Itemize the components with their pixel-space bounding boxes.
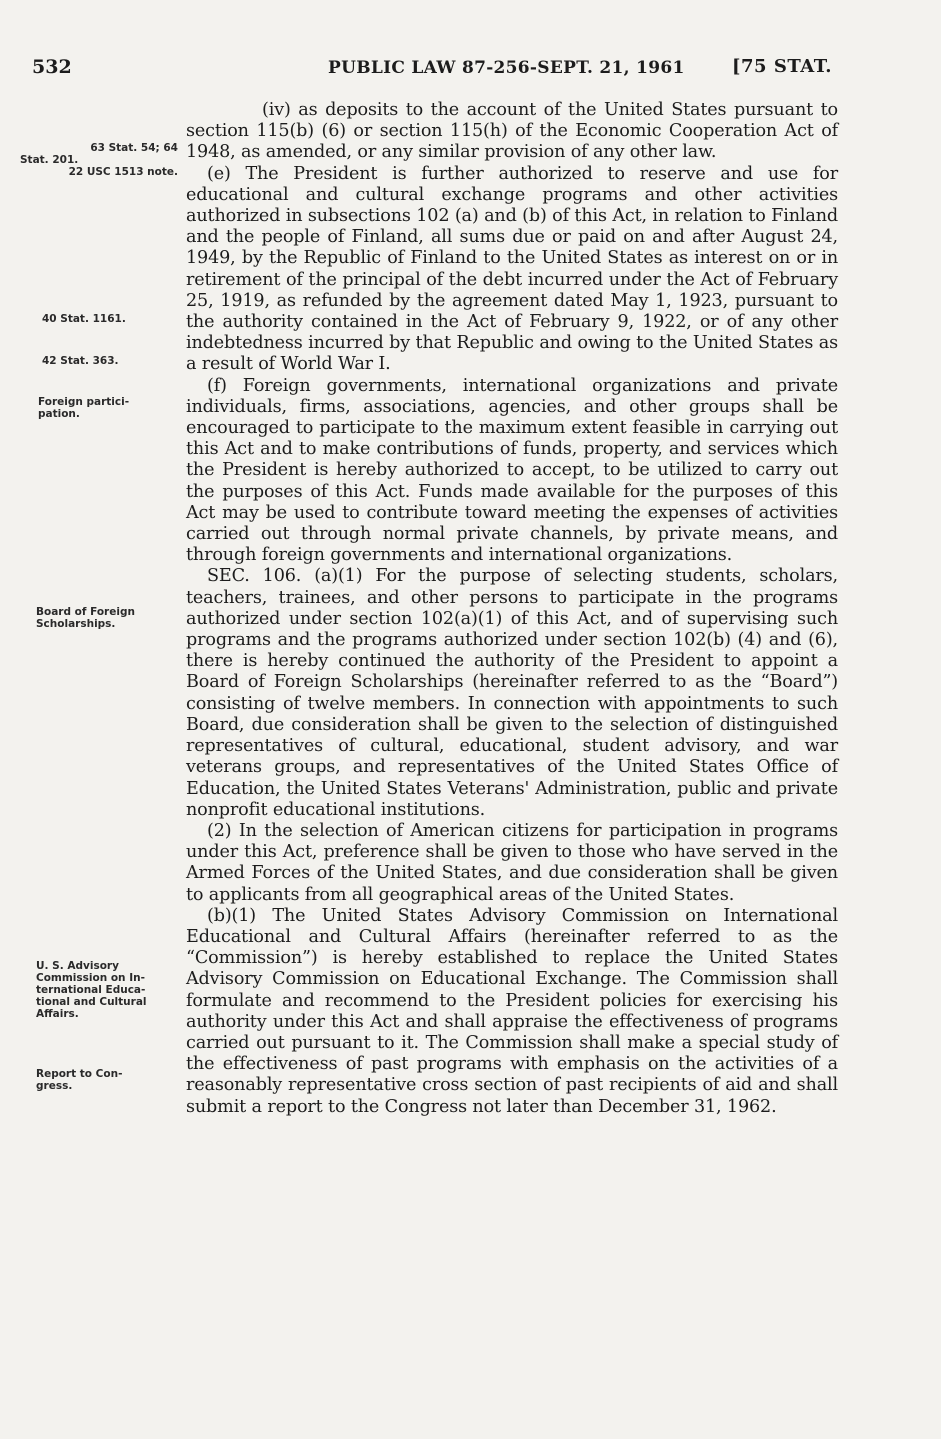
margin-note-line: Scholarships. — [36, 618, 116, 630]
paragraph-f: (f) Foreign governments, international organizations and private individuals, firms, associations, agencies, and other groups shall be encouraged to participate to the maximum extent feasible in carrying out this Act and to make contributions of funds, property, and services which the President is hereby authorized to accept, to be utilized to carry out the purposes of this Act. Funds made available for the purposes of this Act may be used to contribute toward meeting the expenses of activities carried out through normal private channels, by private means, and through foreign governments and international organizations. — [186, 375, 838, 566]
margin-note-line: 40 Stat. 1161. — [42, 313, 126, 325]
paragraph-e: (e) The President is further authorized to reserve and use for educational and cultural exchange programs and other activities authorized in subsections 102 (a) and (b) of this Act, in relation to Finland and the people of Finland, all sums due or paid on and after August 24, 1949, by the Republic of Finland to the United States as interest on or in retirement of the principal of the debt incurred under the Act of February 25, 1919, as refunded by the agreement dated May 1, 1923, pursuant to the authority contained in the Act of February 9, 1922, or of any other indebtedness incurred by that Republic and owing to the United States as a result of World War I. — [186, 163, 838, 375]
paragraph-a2: (2) In the selection of American citizens for participation in programs under this Act, preference shall be given to those who have served in the Armed Forces of the United States, and due consideration shall be given to applicants from all geographical areas of the United States. — [186, 820, 838, 905]
margin-note-line: ternational Educa- — [36, 984, 146, 996]
margin-note-board-of-foreign-scholarships — [36, 606, 198, 630]
margin-note-line: pation. — [38, 408, 80, 420]
margin-note-statute-cite — [20, 142, 178, 178]
margin-note-foreign-participation — [38, 396, 200, 420]
margin-note-line: gress. — [36, 1080, 73, 1092]
margin-note-line: Commission on In- — [36, 972, 145, 984]
margin-note-line: tional and Cultural — [36, 996, 147, 1008]
margin-note-line: 42 Stat. 363. — [42, 355, 119, 367]
margin-note-line: Report to Con- — [36, 1068, 123, 1080]
margin-note-line: Affairs. — [36, 1008, 79, 1020]
running-head: PUBLIC LAW 87-256-SEPT. 21, 1961 — [328, 58, 685, 78]
margin-note-line: U. S. Advisory — [36, 960, 119, 972]
margin-note-line: Stat. 201. — [20, 154, 79, 166]
margin-note-40-stat — [42, 313, 204, 325]
paragraph-iv: (iv) as deposits to the account of the United States pursuant to section 115(b) (6) or section 115(h) of the Economic Cooperation Act of 1948, as amended, or any similar provision of any other law. — [186, 100, 838, 163]
margin-note-advisory-commission — [36, 960, 198, 1020]
margin-note-report-to-congress — [36, 1068, 198, 1092]
page-number: 532 — [32, 56, 72, 78]
margin-note-line: Board of Foreign — [36, 606, 135, 618]
margin-note-line: 63 Stat. 54; 64 — [90, 142, 178, 154]
volume-reference: [75 STAT. — [732, 56, 833, 77]
paragraph-sec-106-a1: SEC. 106. (a)(1) For the purpose of selecting students, scholars, teachers, trainees, and other persons to participate in the programs authorized under section 102(a)(1) of this Act, and of supervising such programs and the programs authorized under section 102(b) (4) and (6), there is hereby continued the authority of the President to appoint a Board of Foreign Scholarships (hereinafter referred to as the “Board”) consisting of twelve members. In connection with appointments to such Board, due consideration shall be given to the selection of distinguished representatives of cultural, educational, student advisory, and war veterans groups, and representatives of the United States Office of Education, the United States Veterans' Administration, public and private nonprofit educational institutions. — [186, 566, 838, 820]
page-header — [32, 56, 841, 86]
statute-body — [186, 100, 838, 1118]
paragraph-b1: (b)(1) The United States Advisory Commission on International Educational and Cultural Affairs (hereinafter referred to as the “Commission”) is hereby established to replace the United States Advisory Commission on Educational Exchange. The Commission shall formulate and recommend to the President policies for exercising his authority under this Act and shall appraise the effectiveness of programs carried out pursuant to it. The Commission shall make a special study of the effectiveness of past programs with emphasis on the activities of a reasonably representative cross section of past recipients of aid and shall submit a report to the Congress not later than December 31, 1962. — [186, 905, 838, 1117]
margin-note-42-stat — [42, 355, 204, 367]
margin-note-line: 22 USC 1513 note. — [68, 166, 178, 178]
margin-note-line: Foreign partici- — [38, 396, 130, 408]
